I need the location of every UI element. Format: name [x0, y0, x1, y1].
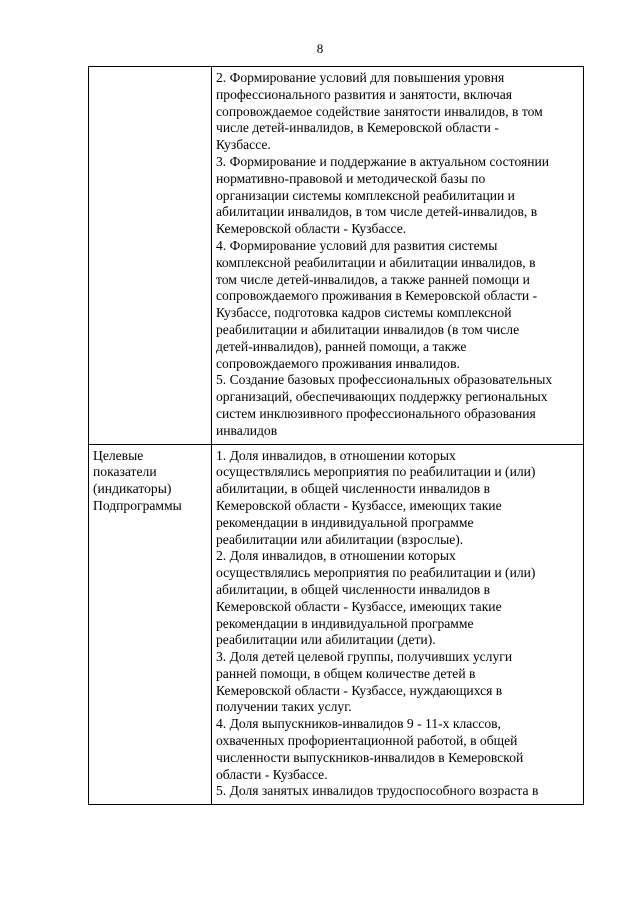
row-content-line: абилитации, в общей численности инвалидов в: [216, 581, 490, 597]
row-content-line: организаций, обеспечивающих поддержку региональных: [216, 389, 548, 405]
row-content-line: сопровождаемое содействие занятости инвалидов, в том: [216, 103, 543, 119]
row-content-line: 1. Доля инвалидов, в отношении которых: [216, 447, 456, 463]
row-label-line: (индикаторы): [93, 481, 172, 497]
row-content-line: области - Кузбассе.: [216, 766, 328, 782]
row-content-line: числе детей-инвалидов, в Кемеровской области -: [216, 120, 499, 136]
row-content-line: охваченных профориентационной работой, в общей: [216, 733, 518, 749]
row-content-line: 2. Доля инвалидов, в отношении которых: [216, 548, 456, 564]
row-content-line: сопровождаемого проживания в Кемеровской области -: [216, 288, 538, 304]
row-content-line: 2. Формирование условий для повышения уровня: [216, 70, 505, 85]
row-content-line: рекомендации в индивидуальной программе: [216, 615, 474, 631]
row-content-line: численности выпускников-инвалидов в Кемеровской: [216, 749, 524, 765]
row-content-line: реабилитации или абилитации (дети).: [216, 632, 436, 648]
row-content-line: нормативно-правовой и методической базы по: [216, 170, 486, 186]
row-content-line: реабилитации и абилитации инвалидов (в том числе: [216, 321, 520, 337]
passport-table: [88, 66, 584, 805]
row-content-line: Кузбассе, подготовка кадров системы комплексной: [216, 305, 512, 321]
row-content-line: комплексной реабилитации и абилитации инвалидов, в: [216, 254, 536, 270]
row-content-cell: [212, 444, 584, 805]
row-content-line: 3. Формирование и поддержание в актуальном состоянии: [216, 153, 550, 169]
row-content-line: Кемеровской области - Кузбассе, имеющих такие: [216, 497, 502, 513]
row-content-line: инвалидов: [216, 422, 278, 438]
row-content-line: Кузбассе.: [216, 137, 271, 153]
row-content-line: 3. Доля детей целевой группы, получивших услуги: [216, 649, 513, 665]
row-content-line: реабилитации или абилитации (взрослые).: [216, 531, 464, 547]
row-content-line: рекомендации в индивидуальной программе: [216, 514, 474, 530]
row-content-line: ранней помощи, в общем количестве детей в: [216, 665, 476, 681]
row-content-line: Кемеровской области - Кузбассе, нуждающихся в: [216, 682, 503, 698]
row-content-line: детей-инвалидов), ранней помощи, а также: [216, 338, 467, 354]
row-label-cell: [89, 444, 212, 805]
row-content-cell: [212, 67, 584, 445]
row-content-line: систем инклюзивного профессионального образования: [216, 405, 536, 421]
row-content-line: Кемеровской области - Кузбассе, имеющих такие: [216, 598, 502, 614]
row-content-line: осуществлялись мероприятия по реабилитации и (или): [216, 565, 536, 581]
table-row: [89, 67, 584, 445]
row-content-line: абилитации инвалидов, в том числе детей-инвалидов, в: [216, 204, 538, 220]
row-label-line: Целевые: [93, 447, 144, 463]
row-content-line: 4. Формирование условий для развития системы: [216, 237, 498, 253]
page-number: 8: [316, 41, 324, 56]
row-content-line: 5. Доля занятых инвалидов трудоспособного возраста в: [216, 783, 539, 799]
row-content-line: 4. Доля выпускников-инвалидов 9 - 11-х классов,: [216, 716, 501, 732]
row-label-line: Подпрограммы: [93, 497, 182, 513]
row-content-line: абилитации, в общей численности инвалидов в: [216, 481, 490, 497]
table-row: [89, 444, 584, 805]
row-label-cell: [89, 67, 212, 445]
row-content-line: осуществлялись мероприятия по реабилитации и (или): [216, 464, 536, 480]
row-content-line: организации системы комплексной реабилитации и: [216, 187, 515, 203]
row-content-line: 5. Создание базовых профессиональных образовательных: [216, 372, 553, 388]
row-content-line: Кемеровской области - Кузбассе.: [216, 221, 407, 237]
row-content-line: профессионального развития и занятости, включая: [216, 86, 512, 102]
row-content-line: получении таких услуг.: [216, 699, 352, 715]
row-content-line: сопровождаемого проживания инвалидов.: [216, 355, 460, 371]
row-content-line: том числе детей-инвалидов, а также ранней помощи и: [216, 271, 530, 287]
row-label-line: показатели: [93, 464, 157, 480]
